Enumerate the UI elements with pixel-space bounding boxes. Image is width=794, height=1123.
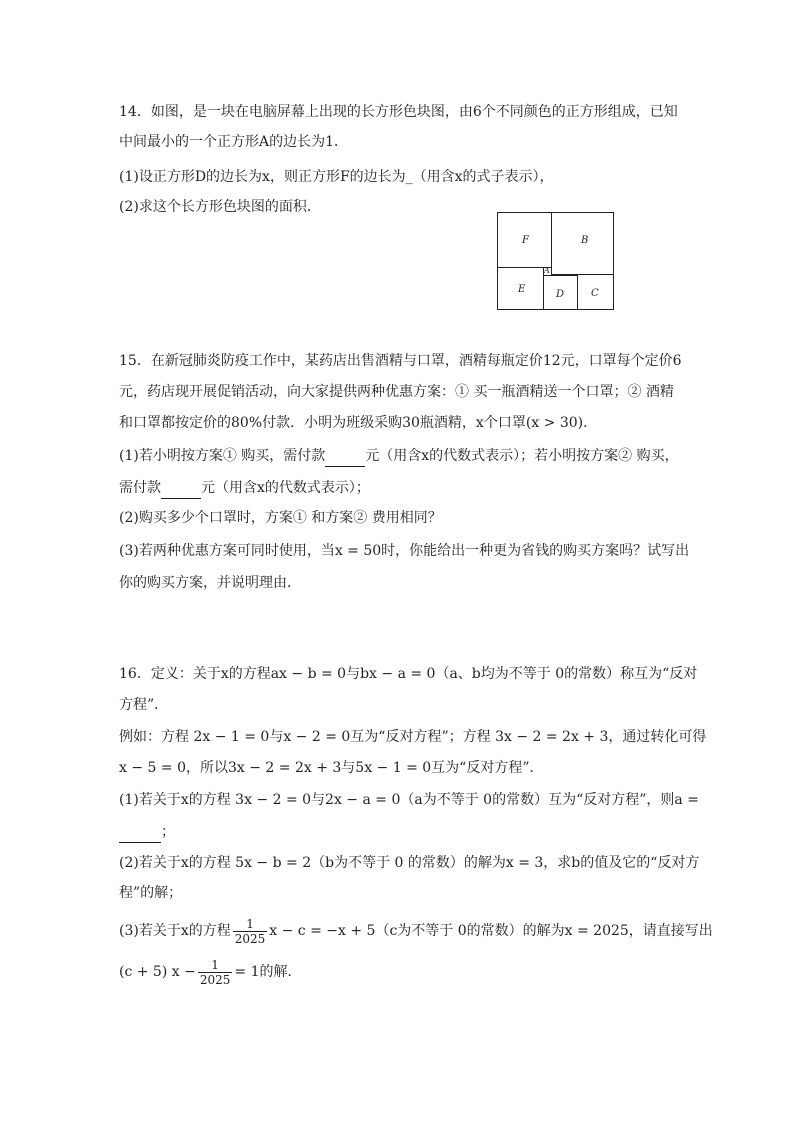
q16-part1-line2 (119, 822, 175, 843)
q16-line4: x − 5 = 0，所以3x − 2 = 2x + 3与5x − 1 = 0互为“反对方程”． (119, 760, 544, 776)
q15-answer-blank-1[interactable] (325, 446, 365, 467)
q16-part1a: (1)若关于x的方程 3x − 2 = 0与2x − a = 0（a为不等于 0的常数）互为“反对方程”，则a = (119, 792, 699, 808)
label-c: C (591, 288, 599, 299)
q15-part1a: (1)若小明按方案① 购买，需付款 (119, 448, 326, 464)
q15-part3b: 你的购买方案，并说明理由． (119, 575, 301, 591)
q16-part1b: ； (161, 824, 175, 840)
fraction-denominator: 2025 (234, 931, 266, 946)
q16-part3-line1 (119, 914, 713, 948)
q16-line2: 方程”． (119, 697, 169, 713)
q15-line3: 和口罩都按定价的80%付款．小明为班级采购30瓶酒精，x个口罩(x > 30)． (119, 415, 598, 431)
q16-part2b: 程”的解； (119, 885, 183, 901)
q15-line2: 元，药店现开展促销活动，向大家提供两种优惠方案：① 买一瓶酒精送一个口罩；② 酒精 (119, 384, 674, 400)
q14-line1: 14．如图，是一块在电脑屏幕上出现的长方形色块图，由6个不同颜色的正方形组成，已知 (119, 104, 678, 120)
q16-line1: 16．定义：关于x的方程ax − b = 0与bx − a = 0（a、b均为不等于 0的常数）称互为“反对 (119, 666, 698, 682)
q15-line1: 15．在新冠肺炎防疫工作中，某药店出售酒精与口罩，酒精每瓶定价12元，口罩每个定价6 (119, 353, 682, 369)
q15-part2: (2)购买多少个口罩时，方案① 和方案② 费用相同？ (119, 510, 442, 526)
q16-part3-line2-post: = 1的解． (234, 964, 302, 980)
q16-part3-line2-pre: (c + 5) x − (119, 964, 196, 980)
q16-part3-fraction (233, 917, 268, 946)
q15-part1-line1 (119, 446, 679, 467)
q15-part1-line2 (119, 478, 370, 499)
q14-part1: (1)设正方形D的边长为x，则正方形F的边长为_（用含x的式子表示）， (119, 169, 554, 185)
label-f: F (522, 235, 529, 246)
q16-answer-blank[interactable] (119, 822, 161, 843)
q16-part3-line2 (119, 955, 301, 989)
label-d: D (556, 289, 565, 300)
q15-part3a: (3)若两种优惠方案可同时使用，当x = 50时，你能给出一种更为省钱的购买方案吗？试写出 (119, 543, 690, 559)
square-e (497, 267, 544, 310)
square-c (577, 274, 614, 310)
q15-part1d: 元（用含x的代数式表示）； (201, 480, 370, 496)
q14-square-figure (497, 212, 614, 310)
q14-line2: 中间最小的一个正方形A的边长为1． (119, 134, 349, 150)
q16-part2a: (2)若关于x的方程 5x − b = 2（b为不等于 0 的常数）的解为x = 3，求b的值及它的“反对方 (119, 855, 700, 871)
q15-part1b: 元（用含x的代数式表示）；若小明按方案② 购买， (365, 448, 679, 464)
label-e: E (518, 284, 526, 295)
label-b: B (581, 235, 589, 246)
square-f (497, 212, 552, 268)
q16-part3-pre: (3)若关于x的方程 (119, 923, 231, 939)
q15-part1c: 需付款 (119, 480, 161, 496)
q14-part2: (2)求这个长方形色块图的面积． (119, 199, 321, 215)
q16-part3-line2-fraction (198, 958, 233, 987)
label-a: A (544, 266, 550, 275)
fraction-numerator: 1 (198, 958, 233, 973)
q16-line3: 例如：方程 2x − 1 = 0与x − 2 = 0互为“反对方程”；方程 3x − 2 = 2x + 3，通过转化可得 (119, 729, 707, 745)
fraction-numerator: 1 (233, 917, 268, 932)
fraction-denominator: 2025 (199, 972, 231, 987)
q15-answer-blank-2[interactable] (161, 478, 201, 499)
q16-part3-post: x − c = −x + 5（c为不等于 0的常数）的解为x = 2025，请直接写出 (269, 923, 713, 939)
square-d (543, 275, 578, 310)
square-b (551, 212, 614, 275)
